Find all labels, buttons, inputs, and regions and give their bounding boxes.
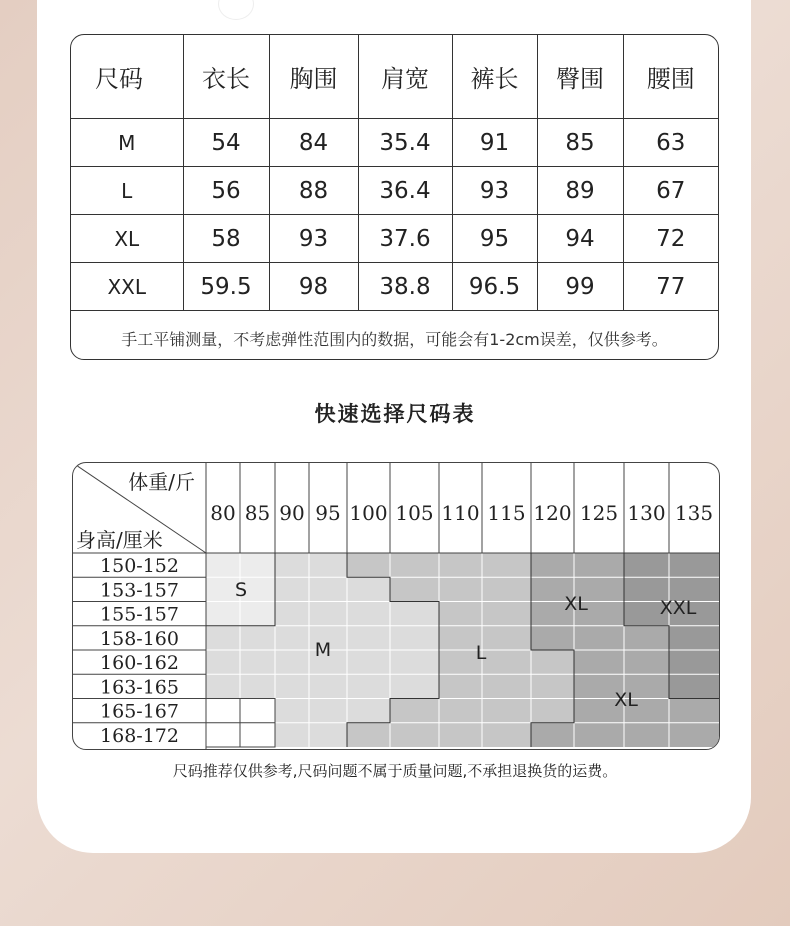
- table-cell: 89: [537, 167, 623, 215]
- header-cell: 裤长: [452, 35, 537, 119]
- size-cell: [439, 553, 482, 577]
- size-cell: [624, 723, 669, 747]
- size-cell: [347, 723, 390, 747]
- size-cell: [574, 723, 624, 747]
- table-cell: 54: [183, 119, 269, 167]
- weight-tick-label: 115: [487, 501, 526, 525]
- size-cell: [531, 723, 574, 747]
- table-cell: 36.4: [358, 167, 452, 215]
- size-cell: [275, 626, 309, 650]
- header-cell: 腰围: [623, 35, 718, 119]
- size-cell: [275, 674, 309, 698]
- size-cell: [574, 553, 624, 577]
- size-cell: [390, 674, 439, 698]
- table-cell: XXL: [71, 263, 183, 311]
- size-cell: [390, 699, 439, 723]
- size-cell: [669, 650, 719, 674]
- table-cell: 37.6: [358, 215, 452, 263]
- table-cell: 56: [183, 167, 269, 215]
- table-cell: 94: [537, 215, 623, 263]
- size-cell: [669, 699, 719, 723]
- weight-tick-label: 85: [244, 501, 271, 525]
- size-cell: [390, 650, 439, 674]
- height-tick-label: 153-157: [100, 579, 179, 602]
- size-cell: [240, 699, 275, 723]
- size-cell: [275, 699, 309, 723]
- header-cell: 胸围: [269, 35, 358, 119]
- size-cell: [482, 577, 531, 601]
- size-cell: [574, 626, 624, 650]
- size-cell: [669, 553, 719, 577]
- size-cell: [309, 602, 347, 626]
- size-cell: [669, 723, 719, 747]
- size-cell: [240, 553, 275, 577]
- height-tick-label: 155-157: [100, 603, 179, 626]
- size-cell: [669, 626, 719, 650]
- size-cell: [531, 650, 574, 674]
- size-cell: [482, 723, 531, 747]
- header-cell: 尺码: [71, 35, 183, 119]
- size-label-xxl: XXL: [659, 597, 697, 619]
- size-cell: [390, 626, 439, 650]
- weight-tick-label: 105: [395, 501, 434, 525]
- size-cell: [309, 674, 347, 698]
- table-cell: 95: [452, 215, 537, 263]
- table-cell: 99: [537, 263, 623, 311]
- weight-tick-label: 90: [279, 501, 305, 525]
- size-cell: [309, 723, 347, 747]
- height-tick-label: 163-165: [100, 676, 179, 699]
- quick-chart-title: 快速选择尺码表: [314, 402, 476, 426]
- table-cell: 91: [452, 119, 537, 167]
- size-cell: [439, 699, 482, 723]
- measurement-note: 手工平铺测量，不考虑弹性范围内的数据，可能会有1-2cm误差，仅供参考。: [121, 330, 668, 349]
- size-cell: [240, 723, 275, 747]
- size-cell: [439, 723, 482, 747]
- weight-tick-label: 130: [627, 501, 666, 525]
- size-cell: [206, 626, 240, 650]
- table-cell: 35.4: [358, 119, 452, 167]
- weight-tick-label: 135: [674, 501, 714, 525]
- table-cell: 38.8: [358, 263, 452, 311]
- size-cell: [482, 602, 531, 626]
- size-cell: [347, 602, 390, 626]
- weight-tick-label: 120: [533, 501, 572, 525]
- table-cell: 84: [269, 119, 358, 167]
- size-cell: [531, 553, 574, 577]
- height-tick-label: 158-160: [100, 627, 179, 650]
- size-cell: [531, 699, 574, 723]
- table-cell: 98: [269, 263, 358, 311]
- size-label-s: S: [234, 579, 248, 601]
- size-cell: [309, 553, 347, 577]
- size-cell: [390, 723, 439, 747]
- table-cell: 93: [269, 215, 358, 263]
- size-cell: [531, 626, 574, 650]
- header-cell: 衣长: [183, 35, 269, 119]
- height-tick-label: 160-162: [100, 652, 179, 674]
- size-cell: [482, 699, 531, 723]
- size-cell: [347, 674, 390, 698]
- size-disclaimer: 尺码推荐仅供参考,尺码问题不属于质量问题,不承担退换货的运费。: [172, 762, 618, 780]
- table-header-row: [71, 35, 718, 119]
- size-cell: [347, 577, 390, 601]
- size-cell: [275, 723, 309, 747]
- table-cell: 59.5: [183, 263, 269, 311]
- size-cell: [240, 650, 275, 674]
- size-cell: [309, 699, 347, 723]
- table-cell: 58: [183, 215, 269, 263]
- size-label-xl-bottom: XL: [614, 689, 638, 711]
- size-cell: [206, 650, 240, 674]
- height-tick-label: 165-167: [100, 700, 179, 723]
- size-cell: [347, 626, 390, 650]
- header-cell: 臀围: [537, 35, 623, 119]
- table-row: [71, 263, 718, 311]
- table-cell: 88: [269, 167, 358, 215]
- height-tick-label: 168-172: [100, 724, 179, 747]
- size-cell: [439, 674, 482, 698]
- size-cell: [275, 577, 309, 601]
- weight-tick-label: 100: [349, 501, 388, 525]
- size-cell: [390, 553, 439, 577]
- size-label-xl-top: XL: [564, 593, 588, 615]
- size-cell: [482, 626, 531, 650]
- size-cell: [390, 602, 439, 626]
- size-cell: [390, 577, 439, 601]
- table-cell: XL: [71, 215, 183, 263]
- size-cell: [624, 626, 669, 650]
- table-cell: 96.5: [452, 263, 537, 311]
- size-label-m: M: [314, 639, 332, 661]
- size-cell: [275, 602, 309, 626]
- size-cell: [531, 674, 574, 698]
- weight-tick-label: 125: [579, 501, 619, 525]
- size-cell: [206, 723, 240, 747]
- size-cell: [275, 553, 309, 577]
- table-note-row: [71, 311, 718, 361]
- size-cell: [439, 577, 482, 601]
- size-cell: [482, 674, 531, 698]
- size-cell: [275, 650, 309, 674]
- weight-axis-label: 体重/斤: [128, 470, 195, 494]
- size-cell: [482, 650, 531, 674]
- size-cell: [206, 674, 240, 698]
- size-cell: [574, 650, 624, 674]
- size-cell: [482, 553, 531, 577]
- table-cell: 85: [537, 119, 623, 167]
- table-cell: M: [71, 119, 183, 167]
- table-row: [71, 167, 718, 215]
- table-cell: 93: [452, 167, 537, 215]
- size-label-l: L: [475, 642, 487, 664]
- table-row: [71, 119, 718, 167]
- weight-tick-label: 110: [441, 501, 480, 525]
- table-row: [71, 215, 718, 263]
- size-cell: [347, 553, 390, 577]
- size-cell: [624, 553, 669, 577]
- table-cell: 72: [623, 215, 718, 263]
- table-cell: L: [71, 167, 183, 215]
- table-cell: 67: [623, 167, 718, 215]
- size-cell: [624, 650, 669, 674]
- size-cell: [669, 674, 719, 698]
- size-cell: [206, 553, 240, 577]
- measurement-table: [70, 34, 719, 360]
- height-tick-label: 150-152: [100, 555, 179, 577]
- size-cell: [240, 602, 275, 626]
- size-cell: [347, 699, 390, 723]
- size-cell: [206, 699, 240, 723]
- quick-size-chart: [72, 462, 720, 750]
- size-cell: [439, 602, 482, 626]
- weight-tick-label: 80: [210, 501, 236, 525]
- height-axis-label: 身高/厘米: [76, 528, 163, 552]
- size-cell: [347, 650, 390, 674]
- size-cell: [240, 626, 275, 650]
- table-cell: 63: [623, 119, 718, 167]
- size-grid-svg: [73, 463, 720, 750]
- weight-tick-label: 95: [315, 501, 341, 525]
- table-cell: 77: [623, 263, 718, 311]
- size-cell: [309, 577, 347, 601]
- size-cell: [206, 602, 240, 626]
- header-cell: 肩宽: [358, 35, 452, 119]
- size-cell: [240, 674, 275, 698]
